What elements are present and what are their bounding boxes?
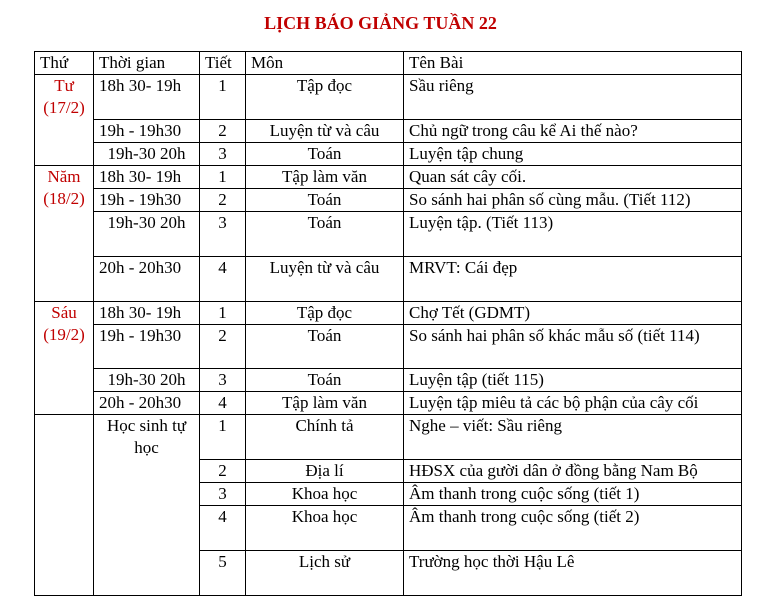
subject-cell: Khoa học [246, 506, 404, 551]
period-cell: 3 [200, 483, 246, 506]
day-name: Sáu [51, 303, 77, 322]
table-row [35, 392, 742, 415]
subject-cell: Luyện từ và câu [246, 120, 404, 143]
subject-cell: Tập đọc [246, 302, 404, 325]
table-row [35, 166, 742, 189]
lesson-cell: Chợ Tết (GDMT) [404, 302, 742, 325]
lesson-cell: Âm thanh trong cuộc sống (tiết 2) [404, 506, 742, 551]
header-time: Thời gian [94, 52, 200, 75]
subject-cell: Địa lí [246, 460, 404, 483]
time-cell: 19h - 19h30 [94, 325, 200, 369]
lesson-cell: Sầu riêng [404, 75, 742, 120]
table-row [35, 415, 742, 460]
time-cell: 18h 30- 19h [94, 75, 200, 120]
day-cell [35, 302, 94, 415]
schedule-table [34, 51, 742, 596]
table-row [35, 302, 742, 325]
lesson-cell: Chủ ngữ trong câu kể Ai thế nào? [404, 120, 742, 143]
subject-cell: Tập làm văn [246, 166, 404, 189]
lesson-cell: Quan sát cây cối. [404, 166, 742, 189]
day-date: (17/2) [43, 98, 85, 117]
self-study-label: Học sinh tự học [94, 415, 200, 596]
period-cell: 2 [200, 460, 246, 483]
table-row [35, 75, 742, 120]
subject-cell: Luyện từ và câu [246, 257, 404, 302]
lesson-cell: Luyện tập miêu tả các bộ phận của cây cối [404, 392, 742, 415]
lesson-cell: Trường học thời Hậu Lê [404, 551, 742, 596]
day-date: (19/2) [43, 325, 85, 344]
time-cell: 20h - 20h30 [94, 257, 200, 302]
time-cell: 18h 30- 19h [94, 166, 200, 189]
lesson-cell: Luyện tập. (Tiết 113) [404, 212, 742, 257]
subject-cell: Toán [246, 212, 404, 257]
lesson-cell: HĐSX của gười dân ở đồng bằng Nam Bộ [404, 460, 742, 483]
time-cell: 19h-30 20h [94, 143, 200, 166]
lesson-cell: MRVT: Cái đẹp [404, 257, 742, 302]
period-cell: 2 [200, 120, 246, 143]
day-name: Tư [54, 76, 74, 95]
lesson-cell: Âm thanh trong cuộc sống (tiết 1) [404, 483, 742, 506]
period-cell: 1 [200, 166, 246, 189]
empty-day-cell [35, 415, 94, 596]
subject-cell: Tập làm văn [246, 392, 404, 415]
day-date: (18/2) [43, 189, 85, 208]
table-row [35, 369, 742, 392]
lesson-cell: So sánh hai phân số khác mẫu số (tiết 114) [404, 325, 742, 369]
subject-cell: Lịch sử [246, 551, 404, 596]
time-cell: 19h-30 20h [94, 369, 200, 392]
period-cell: 3 [200, 369, 246, 392]
subject-cell: Tập đọc [246, 75, 404, 120]
subject-cell: Khoa học [246, 483, 404, 506]
table-row [35, 212, 742, 257]
page-title: LỊCH BÁO GIẢNG TUẦN 22 [264, 13, 497, 33]
day-name: Năm [47, 167, 81, 186]
table-row [35, 257, 742, 302]
period-cell: 3 [200, 143, 246, 166]
header-lesson: Tên Bài [404, 52, 742, 75]
time-cell: 19h-30 20h [94, 212, 200, 257]
table-row [35, 120, 742, 143]
subject-cell: Toán [246, 189, 404, 212]
period-cell: 1 [200, 415, 246, 460]
period-cell: 2 [200, 325, 246, 369]
time-cell: 20h - 20h30 [94, 392, 200, 415]
header-day: Thứ [35, 52, 94, 75]
table-row [35, 189, 742, 212]
subject-cell: Toán [246, 143, 404, 166]
header-subject: Môn [246, 52, 404, 75]
header-period: Tiết [200, 52, 246, 75]
day-cell [35, 75, 94, 166]
lesson-cell: Luyện tập chung [404, 143, 742, 166]
period-cell: 3 [200, 212, 246, 257]
period-cell: 2 [200, 189, 246, 212]
day-cell [35, 166, 94, 302]
subject-cell: Chính tả [246, 415, 404, 460]
period-cell: 4 [200, 257, 246, 302]
period-cell: 1 [200, 75, 246, 120]
subject-cell: Toán [246, 325, 404, 369]
time-cell: 19h - 19h30 [94, 120, 200, 143]
time-cell: 18h 30- 19h [94, 302, 200, 325]
lesson-cell: Luyện tập (tiết 115) [404, 369, 742, 392]
lesson-cell: Nghe – viết: Sầu riêng [404, 415, 742, 460]
period-cell: 1 [200, 302, 246, 325]
period-cell: 5 [200, 551, 246, 596]
time-cell: 19h - 19h30 [94, 189, 200, 212]
period-cell: 4 [200, 506, 246, 551]
table-row [35, 325, 742, 369]
header-row [35, 52, 742, 75]
period-cell: 4 [200, 392, 246, 415]
table-row [35, 143, 742, 166]
subject-cell: Toán [246, 369, 404, 392]
lesson-cell: So sánh hai phân số cùng mẫu. (Tiết 112) [404, 189, 742, 212]
